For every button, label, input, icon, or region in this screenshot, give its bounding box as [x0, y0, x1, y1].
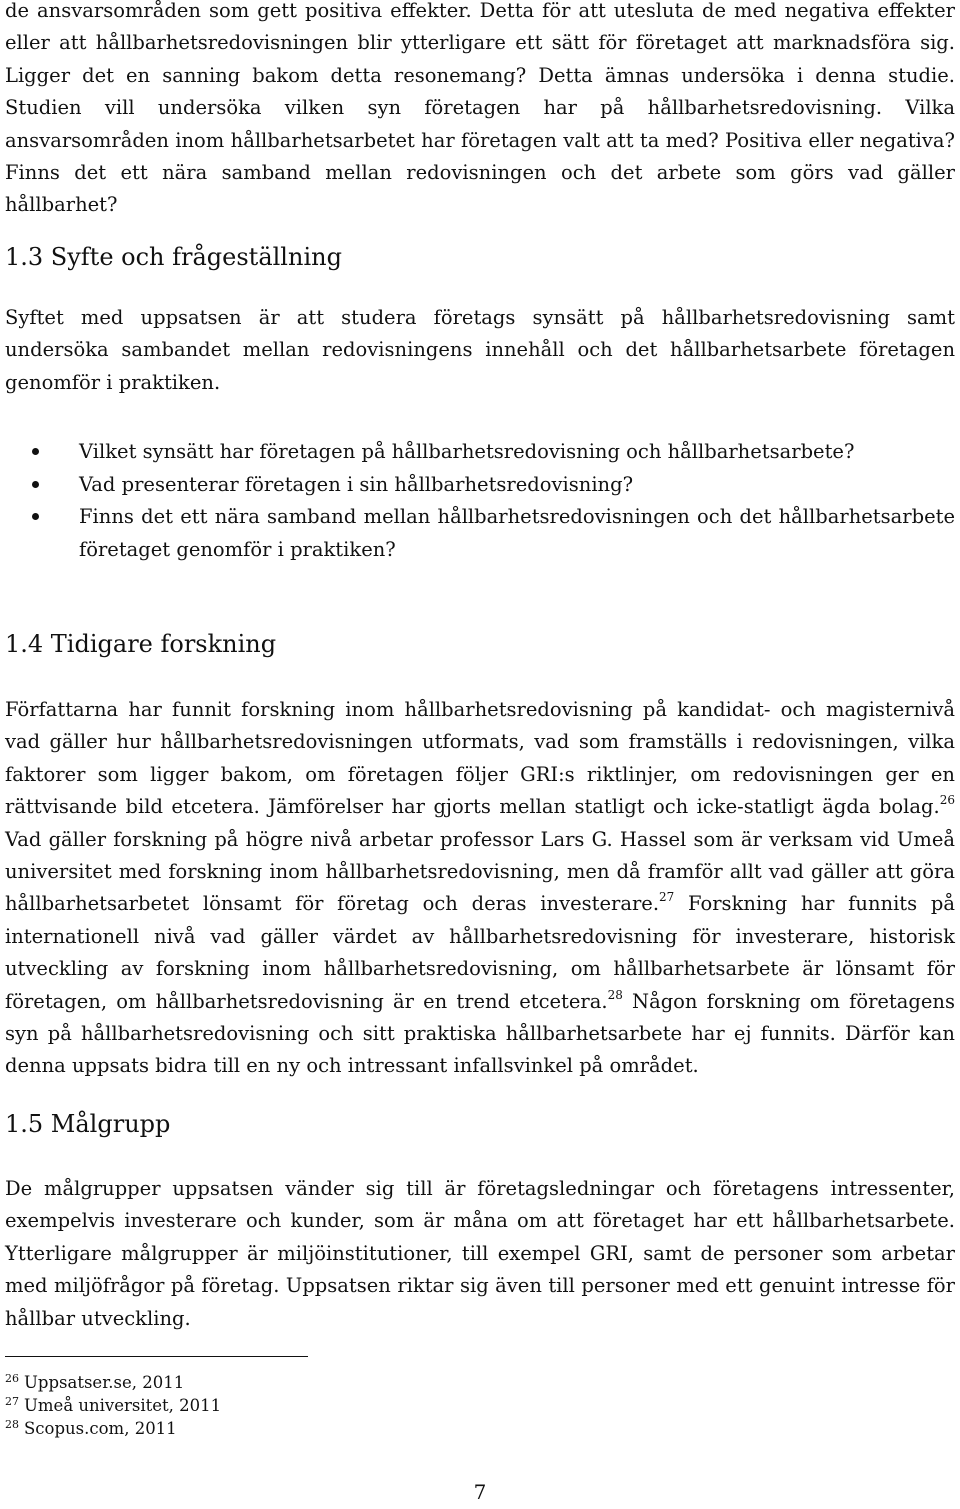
list-item: Vilket synsätt har företagen på hållbarhetsredovisning och hållbarhetsarbete?	[5, 436, 955, 469]
previous-research-paragraph	[5, 694, 955, 1083]
paragraph-text: Forskning har funnits på internationell nivå vad gäller värdet av hållbarhetsredovisning för investerare, historisk utveckling av forskning inom hållbarhetsredovisning, om hållbarhetsarbete är lönsamt för företagen, om hållbarhetsredovisning är en trend etcetera.	[5, 892, 955, 1013]
footnote	[5, 1395, 221, 1417]
list-item: Vad presenterar företagen i sin hållbarhetsredovisning?	[5, 469, 955, 502]
footnote-number: 26	[5, 1372, 19, 1385]
footnote-text: Scopus.com, 2011	[24, 1419, 177, 1438]
list-item: Finns det ett nära samband mellan hållbarhetsredovisningen och det hållbarhetsarbete företaget genomför i praktiken?	[5, 501, 955, 566]
paragraph-text: Vad gäller forskning på högre nivå arbetar professor Lars G. Hassel som är verksam vid Umeå universitet med forskning inom hållbarhetsredovisning, men då framför allt vad gäller att göra hållbarhetsarbetet lönsamt för företag och deras investerare.	[5, 827, 955, 916]
purpose-paragraph: Syftet med uppsatsen är att studera företags synsätt på hållbarhetsredovisning samt undersöka sambandet mellan redovisningens innehåll och det hållbarhetsarbete företagen genomför i praktiken.	[5, 306, 955, 394]
footnote	[5, 1372, 184, 1394]
footnote	[5, 1418, 177, 1440]
footnote-text: Umeå universitet, 2011	[24, 1396, 222, 1415]
footnote-number: 28	[5, 1418, 19, 1431]
page-number: 7	[473, 1480, 487, 1504]
section-heading-1-5: 1.5 Målgrupp	[5, 1110, 171, 1138]
target-group-paragraph: De målgrupper uppsatsen vänder sig till är företagsledningar och företagens intressenter, exempelvis investerare och kunder, som är måna om att företaget har ett hållbarhetsarbete. Ytterligare målgrupper är miljöinstitutioner, till exempel GRI, samt de personer som arbetar med miljöfrågor på företag. Uppsatsen riktar sig även till personer med ett genuint intresse för hållbar utveckling.	[5, 1177, 955, 1330]
section-heading-1-4: 1.4 Tidigare forskning	[5, 630, 277, 658]
section-heading-1-3: 1.3 Syfte och frågeställning	[5, 243, 342, 271]
footnote-ref-27: 27	[659, 890, 675, 905]
footnote-divider	[5, 1356, 308, 1357]
paragraph-text: Någon forskning om företagens syn på hållbarhetsredovisning och sitt praktiska hållbarhetsarbete har ej funnits. Därför kan denna uppsats bidra till en ny och intressant infallsvinkel på området.	[5, 989, 955, 1078]
research-questions-list	[5, 436, 955, 566]
paragraph-text: Författarna har funnit forskning inom hållbarhetsredovisning på kandidat- och magisternivå vad gäller hur hållbarhetsredovisningen utformats, vad som framställs i redovisningen, vilka faktorer som ligger bakom, om företagen följer GRI:s riktlinjer, om redovisningen ger en rättvisande bild etcetera. Jämförelser har gjorts mellan statligt och icke-statligt ägda bolag.	[5, 698, 955, 819]
footnote-number: 27	[5, 1395, 19, 1408]
intro-paragraph: de ansvarsområden som gett positiva effekter. Detta för att utesluta de med negativa effekter eller att hållbarhetsredovisningen blir ytterligare ett sätt för företaget att marknadsföra sig. Ligger det en sanning bakom detta resonemang? Detta ämnas undersöka i denna studie. Studien vill undersöka vilken syn företagen har på hållbarhetsredovisning. Vilka ansvarsområden inom hållbarhetsarbetet har företagen valt att ta med? Positiva eller negativa? Finns det ett nära samband mellan redovisningen och det arbete som görs vad gäller hållbarhet?	[5, 0, 955, 217]
footnote-ref-28: 28	[607, 987, 623, 1002]
footnote-text: Uppsatser.se, 2011	[24, 1373, 185, 1392]
footnote-ref-26: 26	[939, 793, 955, 808]
